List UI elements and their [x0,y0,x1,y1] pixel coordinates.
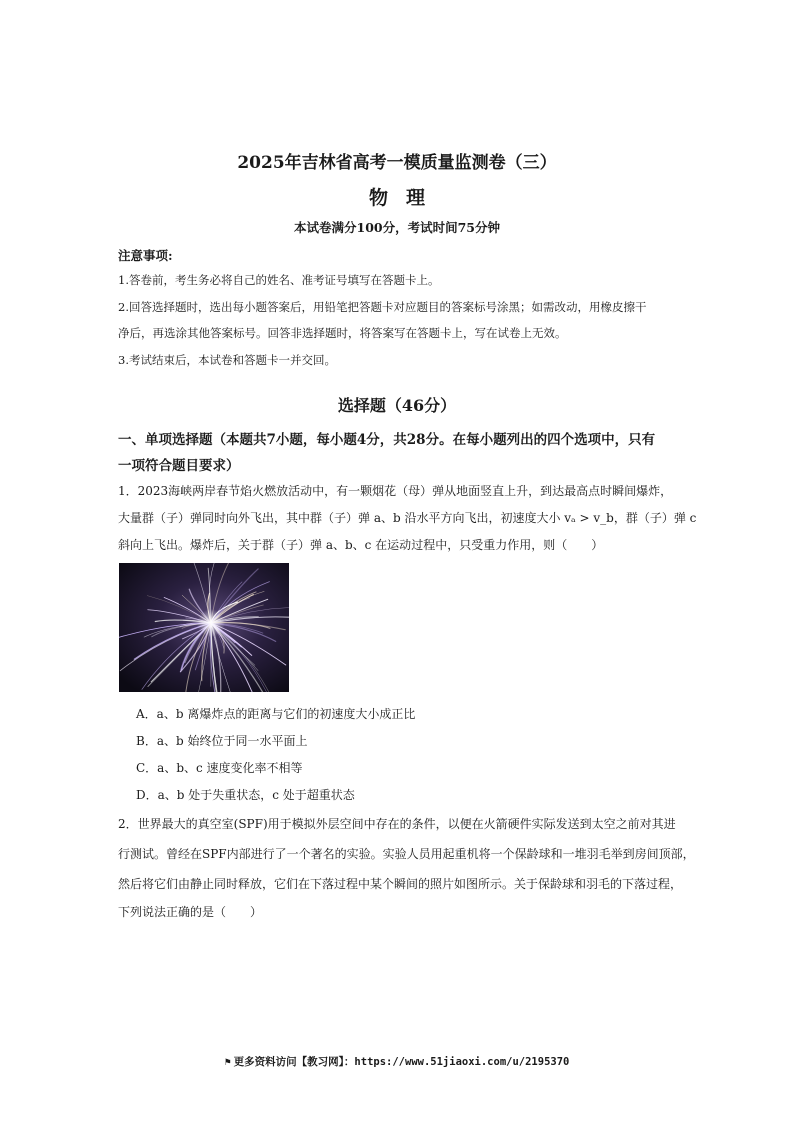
flag-icon: ⚑ [224,1057,231,1068]
question-2-line: 2．世界最大的真空室(SPF)用于模拟外层空间中存在的条件，以便在火箭硬件实际发送到太空之前对其进 [118,817,676,831]
notice-heading: 注意事项: [118,248,173,263]
option-c: C．a、b、c 速度变化率不相等 [136,761,303,775]
notice-line: 净后，再选涂其他答案标号。回答非选择题时，将答案写在答题卡上，写在试卷上无效。 [118,326,567,340]
option-d: D．a、b 处于失重状态，c 处于超重状态 [136,788,355,802]
question-2-line: 行测试。曾经在SPF内部进行了一个著名的实验。实验人员用起重机将一个保龄球和一堆羽毛举到房间顶部， [118,847,695,861]
exam-info: 本试卷满分100分，考试时间75分钟 [294,220,500,235]
part-heading: 一项符合题目要求） [118,458,240,474]
option-a: A．a、b 离爆炸点的距离与它们的初速度大小成正比 [136,707,416,721]
question-1-line: 大量群（子）弹同时向外飞出，其中群（子）弹 a、b 沿水平方向飞出，初速度大小 vₐ > v_b，群（子）弹 c [118,511,697,525]
exam-title: 2025年吉林省高考一模质量监测卷（三） [237,153,557,173]
notice-line: 2.回答选择题时，选出每小题答案后，用铅笔把答题卡对应题目的答案标号涂黑；如需改动，用橡皮擦干 [118,300,647,314]
notice-line: 3.考试结束后，本试卷和答题卡一并交回。 [118,353,336,367]
question-1-line: 1．2023海峡两岸春节焰火燃放活动中，有一颗烟花（母）弹从地面竖直上升，到达最高点时瞬间爆炸， [118,484,673,498]
question-2-line: 下列说法正确的是（ ） [118,905,263,919]
section-title: 选择题（46分） [337,396,457,415]
option-b: B．a、b 始终位于同一水平面上 [136,734,308,748]
part-heading: 一、单项选择题（本题共7小题，每小题4分，共28分。在每小题列出的四个选项中，只有 [118,432,656,448]
fireworks-photo [119,563,289,692]
subject-title: 物理 [368,187,443,209]
footer-text: 更多资料访问【教习网】：https://www.51jiaoxi.com/u/2195370 [233,1056,570,1068]
footer-link[interactable] [0,1054,794,1069]
question-2-line: 然后将它们由静止同时释放，它们在下落过程中某个瞬间的照片如图所示。关于保龄球和羽毛的下落过程， [118,877,683,891]
question-1-line: 斜向上飞出。爆炸后，关于群（子）弹 a、b、c 在运动过程中，只受重力作用，则（ ） [118,538,604,552]
notice-line: 1.答卷前，考生务必将自己的姓名、准考证号填写在答题卡上。 [118,273,440,287]
